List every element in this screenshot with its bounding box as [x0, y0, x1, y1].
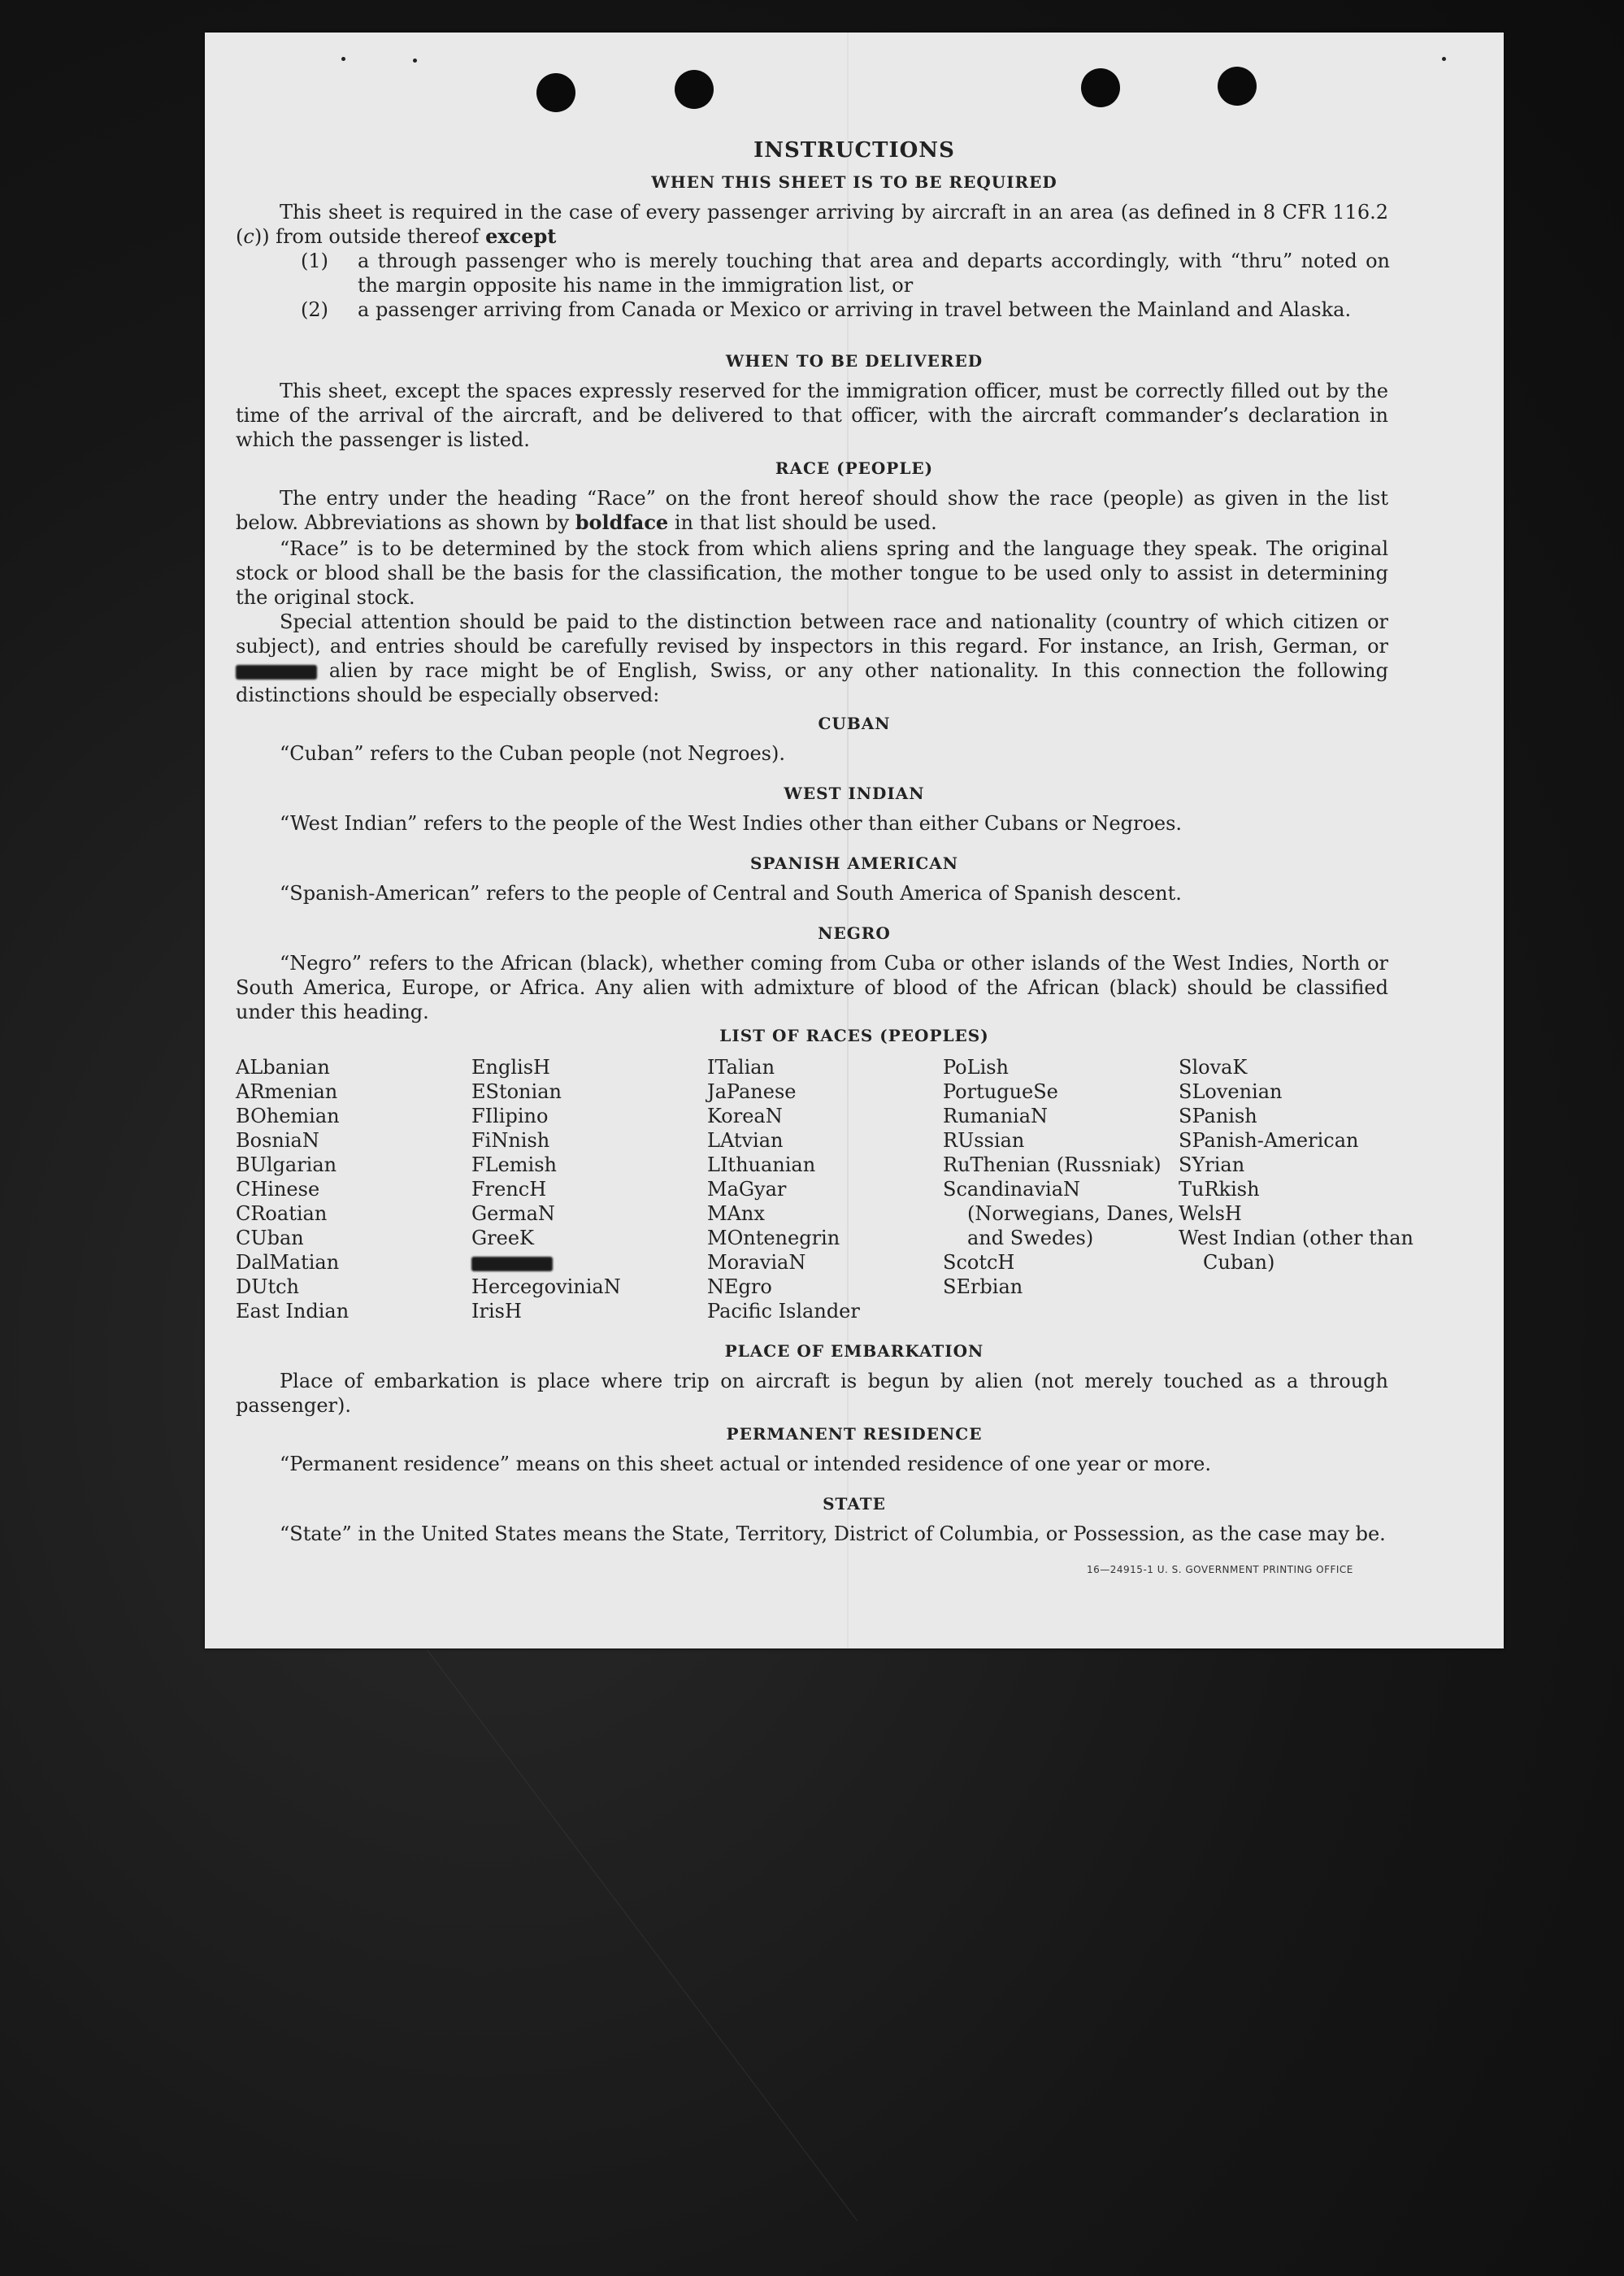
race-paragraph-1: The entry under the heading “Race” on the front hereof should show the race (people) as given in the list below. Abbreviations as shown by boldface in that list should be used.	[236, 487, 1388, 534]
heading-west-indian: WEST INDIAN	[784, 784, 925, 803]
speck	[341, 57, 345, 61]
speck	[1442, 57, 1446, 61]
race-column	[943, 1055, 1179, 1299]
race-column	[1179, 1055, 1414, 1275]
punch-hole	[1218, 67, 1257, 106]
race-entry: SPanish-American	[1179, 1129, 1359, 1152]
race-entry: GreeK	[471, 1227, 534, 1249]
state-text: “State” in the United States means the State, Territory, District of Columbia, or Possession, as the case may be.	[280, 1522, 1386, 1545]
race-entry: Pacific Islander	[707, 1300, 860, 1323]
heading-permanent-residence: PERMANENT RESIDENCE	[726, 1424, 983, 1444]
race-entry: FrencH	[471, 1178, 547, 1201]
race-paragraph-2: “Race” is to be determined by the stock from which aliens spring and the language they speak. The original stock or blood shall be the basis for the classification, the mother tongue to be used only to assist in determining the original stock.	[236, 537, 1388, 609]
heading-list-of-races: LIST OF RACES (PEOPLES)	[719, 1026, 989, 1045]
race-entry: HercegoviniaN	[471, 1275, 621, 1298]
race-entry: IrisH	[471, 1300, 522, 1323]
race-entry: RUssian	[943, 1129, 1025, 1152]
race-column	[471, 1055, 707, 1323]
race-entry: FiNnish	[471, 1129, 550, 1152]
punch-hole	[675, 70, 714, 109]
cuban-text: “Cuban” refers to the Cuban people (not Negroes).	[280, 742, 785, 765]
race-entry: SPanish	[1179, 1105, 1257, 1127]
race-entry: East Indian	[236, 1300, 350, 1323]
west-indian-text: “West Indian” refers to the people of the West Indies other than either Cubans or Negroes.	[280, 812, 1183, 835]
race-entry: DUtch	[236, 1275, 300, 1298]
race-entry: SErbian	[943, 1275, 1023, 1298]
embarkation-text: Place of embarkation is place where trip on aircraft is begun by alien (not merely touched as a through passenger).	[236, 1370, 1388, 1417]
race-entry: RuThenian (Russniak)	[943, 1153, 1162, 1176]
race-entry: FLemish	[471, 1153, 557, 1176]
race-entry: BOhemian	[236, 1105, 340, 1127]
race-entry: CHinese	[236, 1178, 320, 1201]
race-entry: ALbanian	[236, 1056, 330, 1079]
race-entry: NEgro	[707, 1275, 772, 1298]
race-entry: EnglisH	[471, 1056, 550, 1079]
redaction-mark	[236, 665, 317, 680]
list-item: (2) a passenger arriving from Canada or Mexico or arriving in travel between the Mainland and Alaska.	[301, 298, 1352, 321]
race-entry: LIthuanian	[707, 1153, 816, 1176]
heading-negro: NEGRO	[818, 923, 891, 943]
race-list	[236, 1055, 1413, 1331]
when-required-intro: This sheet is required in the case of every passenger arriving by aircraft in an area (as defined in 8 CFR 116.2 (c)) from outside thereof except	[236, 201, 1388, 248]
race-entry: CUban	[236, 1227, 304, 1249]
race-paragraph-3: Special attention should be paid to the distinction between race and nationality (country of which citizen or subject), and entries should be carefully revised by inspectors in this regard. For instance, an Irish, German, or alien by race might be of English, Swiss, or any other nationality. In this connection the following distinctions should be especially observed:	[236, 610, 1388, 706]
heading-state: STATE	[823, 1494, 886, 1514]
printing-office-code: 16—24915-1 U. S. GOVERNMENT PRINTING OFFICE	[1087, 1564, 1353, 1575]
race-entry: PortugueSe	[943, 1080, 1058, 1103]
race-entry: LAtvian	[707, 1129, 784, 1152]
race-entry: SYrian	[1179, 1153, 1245, 1176]
heading-when-required: WHEN THIS SHEET IS TO BE REQUIRED	[651, 172, 1057, 192]
race-entry: BUlgarian	[236, 1153, 337, 1176]
race-entry: SLovenian	[1179, 1080, 1283, 1103]
race-entry: MOntenegrin	[707, 1227, 840, 1249]
race-entry: MaGyar	[707, 1178, 787, 1201]
race-entry: EStonian	[471, 1080, 562, 1103]
residence-text: “Permanent residence” means on this sheet actual or intended residence of one year or more.	[280, 1453, 1211, 1475]
race-entry: PoLish	[943, 1056, 1010, 1079]
race-entry: ScotcH	[943, 1251, 1015, 1274]
race-entry: FIlipino	[471, 1105, 549, 1127]
punch-hole	[1081, 68, 1120, 107]
page-title: INSTRUCTIONS	[753, 138, 955, 163]
race-entry: KoreaN	[707, 1105, 783, 1127]
race-entry: MAnx	[707, 1202, 765, 1225]
race-entry: West Indian (other than Cuban)	[1179, 1227, 1413, 1274]
heading-when-delivered: WHEN TO BE DELIVERED	[725, 351, 984, 371]
race-entry: ARmenian	[236, 1080, 338, 1103]
race-entry: JaPanese	[707, 1080, 797, 1103]
race-entry: MoraviaN	[707, 1251, 806, 1274]
heading-place-of-embarkation: PLACE OF EMBARKATION	[724, 1341, 984, 1361]
speck	[413, 59, 417, 63]
spanish-american-text: “Spanish-American” refers to the people of Central and South America of Spanish descent.	[280, 882, 1182, 905]
race-column	[707, 1055, 943, 1323]
heading-cuban: CUBAN	[818, 714, 891, 733]
race-entry: GermaN	[471, 1202, 555, 1225]
redaction-mark	[471, 1257, 553, 1271]
race-entry: ScandinaviaN (Norwegians, Danes, and Swedes)	[943, 1178, 1175, 1249]
race-column	[236, 1055, 471, 1323]
race-entry: ITalian	[707, 1056, 775, 1079]
race-entry: BosniaN	[236, 1129, 319, 1152]
race-entry: TuRkish	[1179, 1178, 1260, 1201]
race-entry: SlovaK	[1179, 1056, 1248, 1079]
negro-text: “Negro” refers to the African (black), whether coming from Cuba or other islands of the West Indies, North or South America, Europe, or Africa. Any alien with admixture of blood of the African (black) should be classified under this heading.	[236, 952, 1388, 1023]
race-entry: WelsH	[1179, 1202, 1242, 1225]
heading-spanish-american: SPANISH AMERICAN	[749, 854, 959, 873]
list-item: (1) a through passenger who is merely touching that area and departs accordingly, with “thru” noted on the margin opposite his name in the immigration list, or	[301, 250, 1390, 297]
race-entry-redacted	[471, 1250, 707, 1275]
race-entry: RumaniaN	[943, 1105, 1049, 1127]
instruction-sheet	[205, 33, 1504, 1648]
punch-hole	[536, 73, 575, 112]
when-delivered-text: This sheet, except the spaces expressly reserved for the immigration officer, must be correctly filled out by the time of the arrival of the aircraft, and be delivered to that officer, with the aircraft commander’s declaration in which the passenger is listed.	[236, 380, 1388, 451]
race-entry: DalMatian	[236, 1251, 340, 1274]
race-entry: CRoatian	[236, 1202, 328, 1225]
heading-race: RACE (PEOPLE)	[775, 458, 934, 478]
